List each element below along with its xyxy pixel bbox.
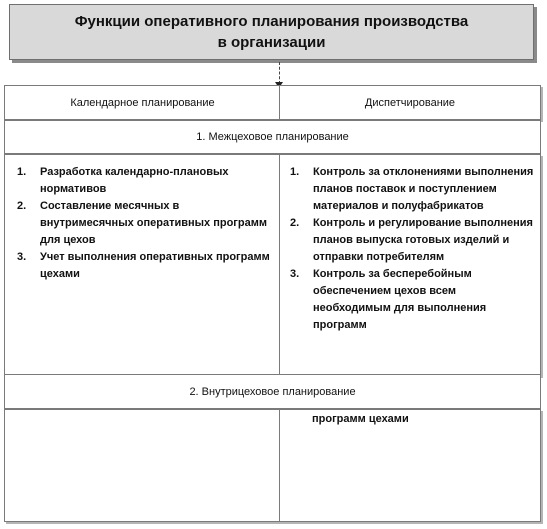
list-item: 1. Контроль за отклонениями выполнения планов поставок и поступлением материалов и полуфабрикатов [290,166,534,212]
bottom-right-panel [279,409,541,522]
dispatching-list [290,164,534,334]
connector-line [279,62,280,84]
calendar-planning-list [17,164,274,283]
list-item: 3. Учет выполнения оперативных программ цехами [17,251,270,280]
right-list-panel [279,154,541,376]
column-header-calendar-planning: Календарное планирование [4,85,281,120]
section-header-inter-shop: 1. Межцеховое планирование [4,120,541,154]
left-list-panel [4,154,281,376]
list-item: 2. Составление месячных в внутримесячных оперативных программ для цехов [17,200,267,246]
diagram-title: Функции оперативного планирования производства в организации [9,4,534,60]
list-item: 2. Контроль и регулирование выполнения планов выпуска готовых изделий и отправки потребителям [290,217,533,263]
overflow-text: программ цехами [312,413,409,425]
section-header-intra-shop: 2. Внутрицеховое планирование [4,374,541,409]
list-item: 3. Контроль за бесперебойным обеспечением цехов всем необходимым для выполнения программ [290,268,487,331]
list-item: 1. Разработка календарно-плановых нормативов [17,166,229,195]
column-header-dispatching: Диспетчирование [279,85,541,120]
bottom-left-panel [4,409,281,522]
